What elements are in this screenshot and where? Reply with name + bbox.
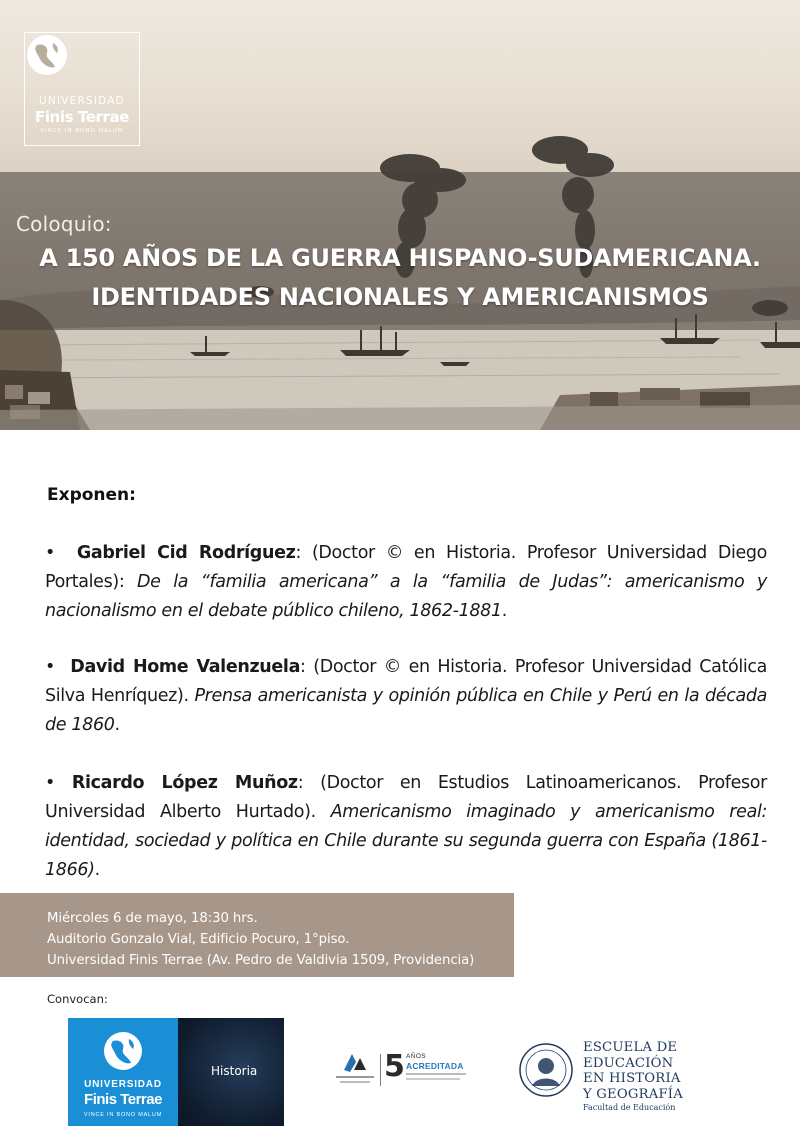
speakers-heading: Exponen: [47,485,136,505]
speaker-name: Ricardo López Muñoz [71,773,298,793]
escuela-line4: Y GEOGRAFÍA [583,1086,683,1102]
speaker-role: : (Doctor en Estudios Latinoamericanos. Profesor Universidad Alberto Hurtado). [45,773,767,822]
university-logo [24,32,140,146]
bullet: • [45,543,55,563]
fine-print [406,1073,466,1075]
bullet: • [45,657,55,677]
talk-title: Prensa americanista y opinión pública en Chile y Perú en la década de 1860 [45,686,767,735]
end-period: . [94,860,100,880]
uft-motto-text: VINCE IN BONO MALUM [83,1112,163,1118]
speaker-name: David Home Valenzuela [70,657,301,677]
event-title-line2: IDENTIDADES NACIONALES Y AMERICANISMOS [91,283,709,311]
cna-icon [334,1050,376,1088]
speaker-entry [45,653,767,740]
uft-univ-text: UNIVERSIDAD [84,1079,162,1090]
faculty-label: Facultad de Educación [583,1103,676,1112]
speaker-entry [45,769,767,885]
coloquio-label: Coloquio: [16,212,112,236]
accreditation-label: ACREDITADA [406,1061,464,1071]
event-date: Miércoles 6 de mayo, 18:30 hrs. [47,911,258,926]
seal-icon [516,1042,576,1100]
fine-print [406,1078,460,1080]
convocan-label: Convocan: [47,992,108,1006]
speaker-role: : (Doctor © en Historia. Profesor Universidad Católica Silva Henríquez). [45,657,768,706]
end-period: . [501,601,507,621]
historia-label: Historia [211,1064,258,1078]
divider [380,1054,381,1086]
event-info-band [0,893,514,977]
escuela-line2: EDUCACIÓN [583,1055,674,1071]
speaker-role: : (Doctor © en Historia. Profesor Universidad Diego Portales): [45,543,768,592]
uft-logo [68,1018,178,1126]
escuela-logo [516,1040,696,1118]
escuela-line3: EN HISTORIA [583,1071,681,1086]
bullet: • [45,773,55,793]
escuela-name [583,1040,683,1102]
logo-motto-text: VINCE IN BONO MALUM [40,128,124,134]
speaker-name: Gabriel Cid Rodríguez [76,543,296,563]
event-address: Universidad Finis Terrae (Av. Pedro de Valdivia 1509, Providencia) [47,953,475,968]
speaker-entry [45,539,767,626]
logo-name-text: Finis Terrae [34,108,130,126]
uft-name-text: Finis Terrae [84,1091,162,1108]
talk-title: De la “familia americana” a la “familia de Judas”: americanismo y nacionalismo en el debate público chileno, 1862-1881 [45,572,767,621]
end-period: . [114,715,120,735]
accreditation-anos: AÑOS [406,1053,427,1060]
accreditation-years: 5 [384,1049,405,1084]
historia-logo [178,1018,284,1126]
accreditation-logo [334,1050,469,1090]
escuela-line1: ESCUELA DE [583,1040,678,1055]
event-venue: Auditorio Gonzalo Vial, Edificio Pocuro, 1°piso. [47,932,350,947]
talk-title: Americanismo imaginado y americanismo real: identidad, sociedad y política en Chile durante su segunda guerra con España (1861-1866) [45,802,767,880]
event-title-line1: A 150 AÑOS DE LA GUERRA HISPANO-SUDAMERICANA. [39,244,761,272]
logo-univ-text: UNIVERSIDAD [39,95,125,107]
globe-icon [102,1030,144,1072]
header-engraving [0,0,800,430]
globe-icon [25,33,69,77]
